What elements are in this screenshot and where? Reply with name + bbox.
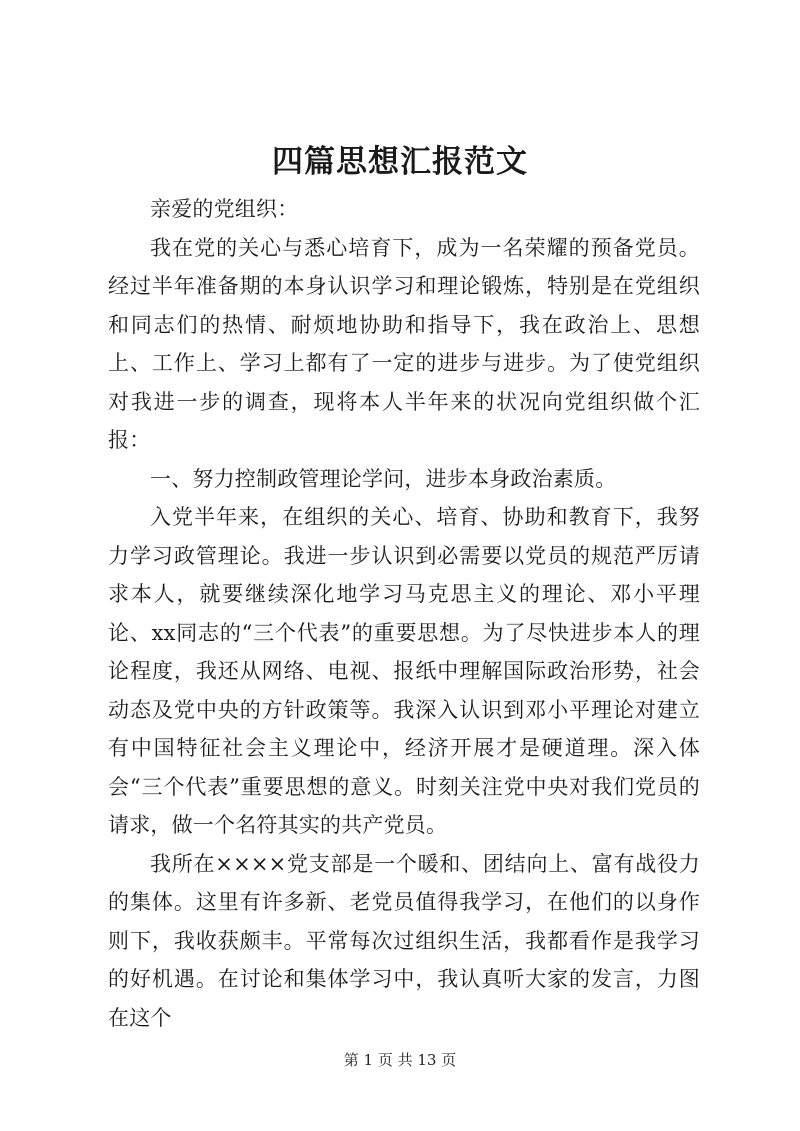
intro-paragraph: 我在党的关心与悉心培育下，成为一名荣耀的预备党员。经过半年准备期的本身认识学习和理论锻炼，特别是在党组织和同志们的热情、耐烦地协助和指导下，我在政治上、思想上、工作上、学习上都有了一定的进步与进步。为了使党组织对我进一步的调查，现将本人半年来的状况向党组织做个汇报： xyxy=(108,235,700,452)
body-paragraph: 我所在××××党支部是一个暖和、团结向上、富有战役力的集体。这里有许多新、老党员值得我学习，在他们的以身作则下，我收获颇丰。平常每次过组织生活，我都看作是我学习的好机遇。在讨论和集体学习中，我认真听大家的发言，力图在这个 xyxy=(108,851,700,1030)
section-heading-paragraph: 一、努力控制政管理论学问，进步本身政治素质。 xyxy=(150,466,617,491)
page-footer: 第 1 页 共 13 页 xyxy=(343,1051,457,1069)
body-paragraph: 入党半年来，在组织的关心、培育、协助和教育下，我努力学习政管理论。我进一步认识到必需要以党员的规范严厉请求本人，就要继续深化地学习马克思主义的理论、邓小平理论、xx同志的“三个代表”的重要思想。为了尽快进步本人的理论程度，我还从网络、电视、报纸中理解国际政治形势，社会动态及党中央的方针政策等。我深入认识到邓小平理论对建立有中国特征社会主义理论中，经济开展才是硬道理。深入体会“三个代表”重要思想的意义。时刻关注党中央对我们党员的请求，做一个名符其实的共产党员。 xyxy=(108,505,700,837)
salutation-paragraph: 亲爱的党组织： xyxy=(150,197,299,221)
document-title: 四篇思想汇报范文 xyxy=(272,144,528,180)
document-body xyxy=(108,190,700,1037)
